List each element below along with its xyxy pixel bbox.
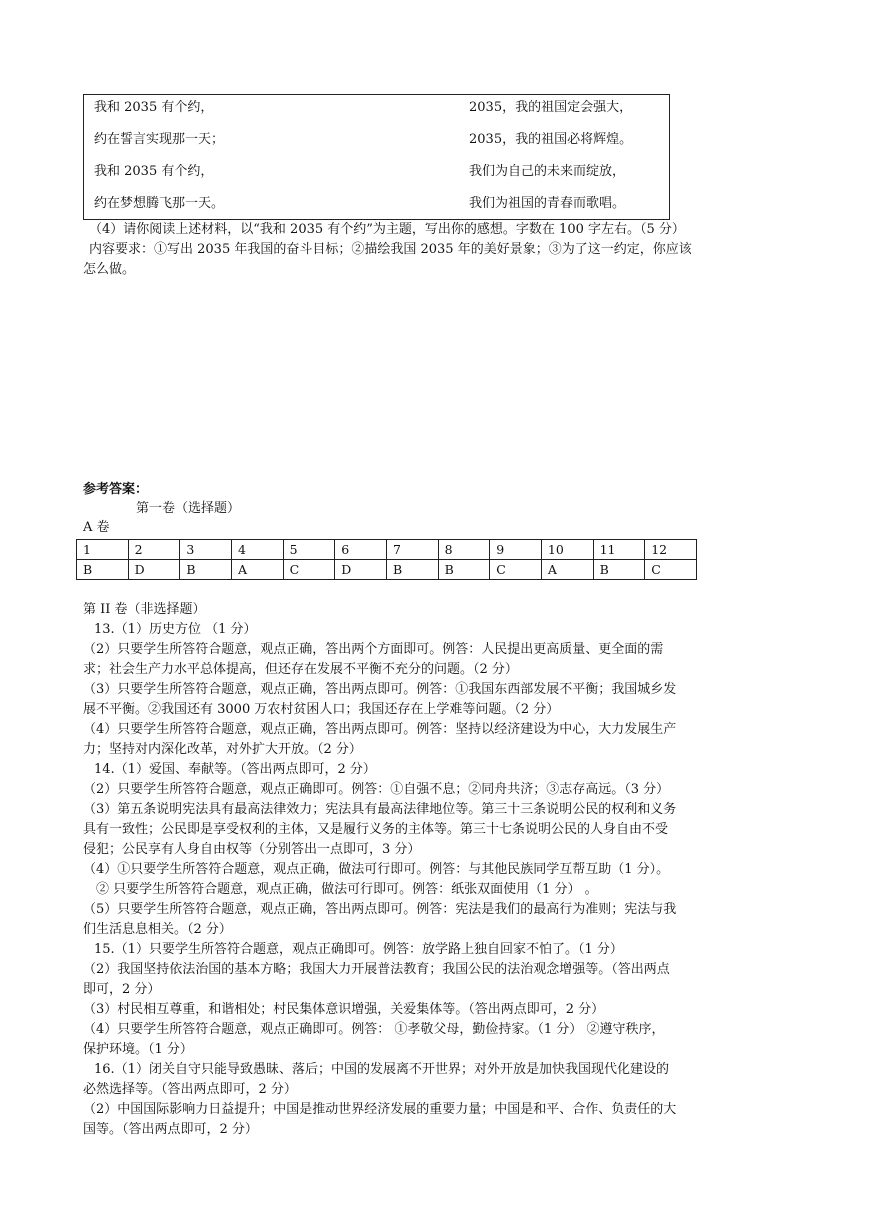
question-4-prompt: （4）请你阅读上述材料，以“我和 2035 有个约”为主题，写出你的感想。字数在 100 字左右。（5 分） — [89, 222, 685, 237]
table-cell: C — [490, 560, 542, 580]
answer-line: （3）村民相互尊重，和谐相处；村民集体意识增强，关爱集体等。（答出两点即可，2 分） — [83, 1002, 605, 1017]
poem-right-line-1: 2035，我的祖国定会强大， — [469, 100, 633, 115]
table-cell: A — [231, 560, 283, 580]
table-cell: B — [180, 560, 232, 580]
table-cell: 9 — [490, 540, 542, 560]
answer-line: 13.（1）历史方位 （1 分） — [94, 622, 257, 637]
question-4-requirements: 内容要求：①写出 2035 年我国的奋斗目标；②描绘我国 2035 年的美好景象；③为了这一约定，你应该 — [89, 242, 692, 257]
answer-line: 们生活息息相关。（2 分） — [83, 922, 232, 937]
answer-line: （4）①只要学生所答符合题意，观点正确，做法可行即可。例答：与其他民族同学互帮互助（1 分）。 — [83, 862, 670, 877]
answer-line: 14.（1）爱国、奉献等。（答出两点即可，2 分） — [94, 762, 376, 777]
answer-line: （2）只要学生所答符合题意，观点正确，答出两个方面即可。例答：人民提出更高质量、更全面的需 — [83, 642, 664, 657]
table-cell: B — [77, 560, 129, 580]
table-cell: 10 — [541, 540, 593, 560]
answer-line: （2）我国坚持依法治国的基本方略；我国大力开展普法教育；我国公民的法治观念增强等。（答出两点 — [83, 962, 670, 977]
table-row-letters — [77, 560, 697, 580]
answer-line: 侵犯；公民享有人身自由权等（分别答出一点即可，3 分） — [83, 842, 421, 857]
table-cell: 3 — [180, 540, 232, 560]
answer-line: （3）第五条说明宪法具有最高法律效力；宪法具有最高法律地位等。第三十三条说明公民的权利和义务 — [83, 802, 677, 817]
table-cell: 5 — [283, 540, 335, 560]
table-cell: 8 — [438, 540, 490, 560]
table-cell: C — [283, 560, 335, 580]
poem-right-line-3: 我们为自己的未来而绽放， — [469, 164, 626, 179]
table-cell: 6 — [335, 540, 387, 560]
answer-line: （5）只要学生所答符合题意，观点正确，答出两点即可。例答：宪法是我们的最高行为准则；宪法与我 — [83, 902, 677, 917]
answer-line: 即可，2 分） — [83, 982, 161, 997]
table-cell: 11 — [593, 540, 645, 560]
table-cell: C — [645, 560, 697, 580]
table-cell: D — [335, 560, 387, 580]
answer-line: 国等。（答出两点即可，2 分） — [83, 1122, 258, 1137]
answers-heading: 参考答案： — [83, 482, 149, 497]
table-row-numbers — [77, 540, 697, 560]
table-cell: B — [438, 560, 490, 580]
answer-line: 力；坚持对内深化改革，对外扩大开放。（2 分） — [83, 742, 362, 757]
table-cell: B — [386, 560, 438, 580]
volume-a-label: A 卷 — [83, 520, 110, 535]
answer-line: （3）只要学生所答符合题意，观点正确，答出两点即可。例答：①我国东西部发展不平衡；我国城乡发 — [83, 682, 677, 697]
answer-line: 保护环境。（1 分） — [83, 1042, 193, 1057]
table-cell: 2 — [128, 540, 180, 560]
table-cell: B — [593, 560, 645, 580]
poem-left-line-4: 约在梦想腾飞那一天。 — [94, 196, 225, 211]
answer-line: 15.（1）只要学生所答符合题意，观点正确即可。例答：放学路上独自回家不怕了。（1 分） — [94, 942, 623, 957]
poem-box — [83, 94, 670, 220]
part-2-title: 第 II 卷（非选择题） — [83, 602, 206, 617]
answer-line: 必然选择等。（答出两点即可，2 分） — [83, 1082, 297, 1097]
answer-line: 具有一致性；公民即是享受权利的主体，又是履行义务的主体等。第三十七条说明公民的人身自由不受 — [83, 822, 669, 837]
answer-line: （2）中国国际影响力日益提升；中国是推动世界经济发展的重要力量；中国是和平、合作、负责任的大 — [83, 1102, 677, 1117]
table-cell: 7 — [386, 540, 438, 560]
part-1-title: 第一卷（选择题） — [136, 501, 241, 516]
poem-left-line-3: 我和 2035 有个约， — [94, 164, 214, 179]
answer-line: （4）只要学生所答符合题意，观点正确即可。例答： ①孝敬父母，勤俭持家。（1 分） ②遵守秩序， — [83, 1022, 665, 1037]
answer-line: （2）只要学生所答符合题意，观点正确即可。例答：①自强不息；②同舟共济；③志存高远。（3 分） — [83, 782, 670, 797]
poem-left-line-2: 约在誓言实现那一天； — [94, 132, 225, 147]
answer-line: 16.（1）闭关自守只能导致愚昧、落后；中国的发展离不开世界；对外开放是加快我国现代化建设的 — [94, 1062, 669, 1077]
poem-left-line-1: 我和 2035 有个约， — [94, 100, 214, 115]
question-4-requirements-cont: 怎么做。 — [83, 262, 136, 277]
answer-line: ② 只要学生所答符合题意，观点正确，做法可行即可。例答：纸张双面使用（1 分） 。 — [96, 882, 598, 897]
table-cell: D — [128, 560, 180, 580]
answer-line: （4）只要学生所答符合题意，观点正确，答出两点即可。例答：坚持以经济建设为中心，大力发展生产 — [83, 722, 677, 737]
answer-table — [76, 539, 697, 580]
poem-right-line-4: 我们为祖国的青春而歌唱。 — [469, 196, 626, 211]
table-cell: A — [541, 560, 593, 580]
answer-line: 求；社会生产力水平总体提高，但还存在发展不平衡不充分的问题。（2 分） — [83, 662, 518, 677]
table-cell: 1 — [77, 540, 129, 560]
poem-right-line-2: 2035，我的祖国必将辉煌。 — [469, 132, 633, 147]
table-cell: 12 — [645, 540, 697, 560]
answer-line: 展不平衡。②我国还有 3000 万农村贫困人口；我国还存在上学难等问题。（2 分） — [83, 702, 560, 717]
table-cell: 4 — [231, 540, 283, 560]
